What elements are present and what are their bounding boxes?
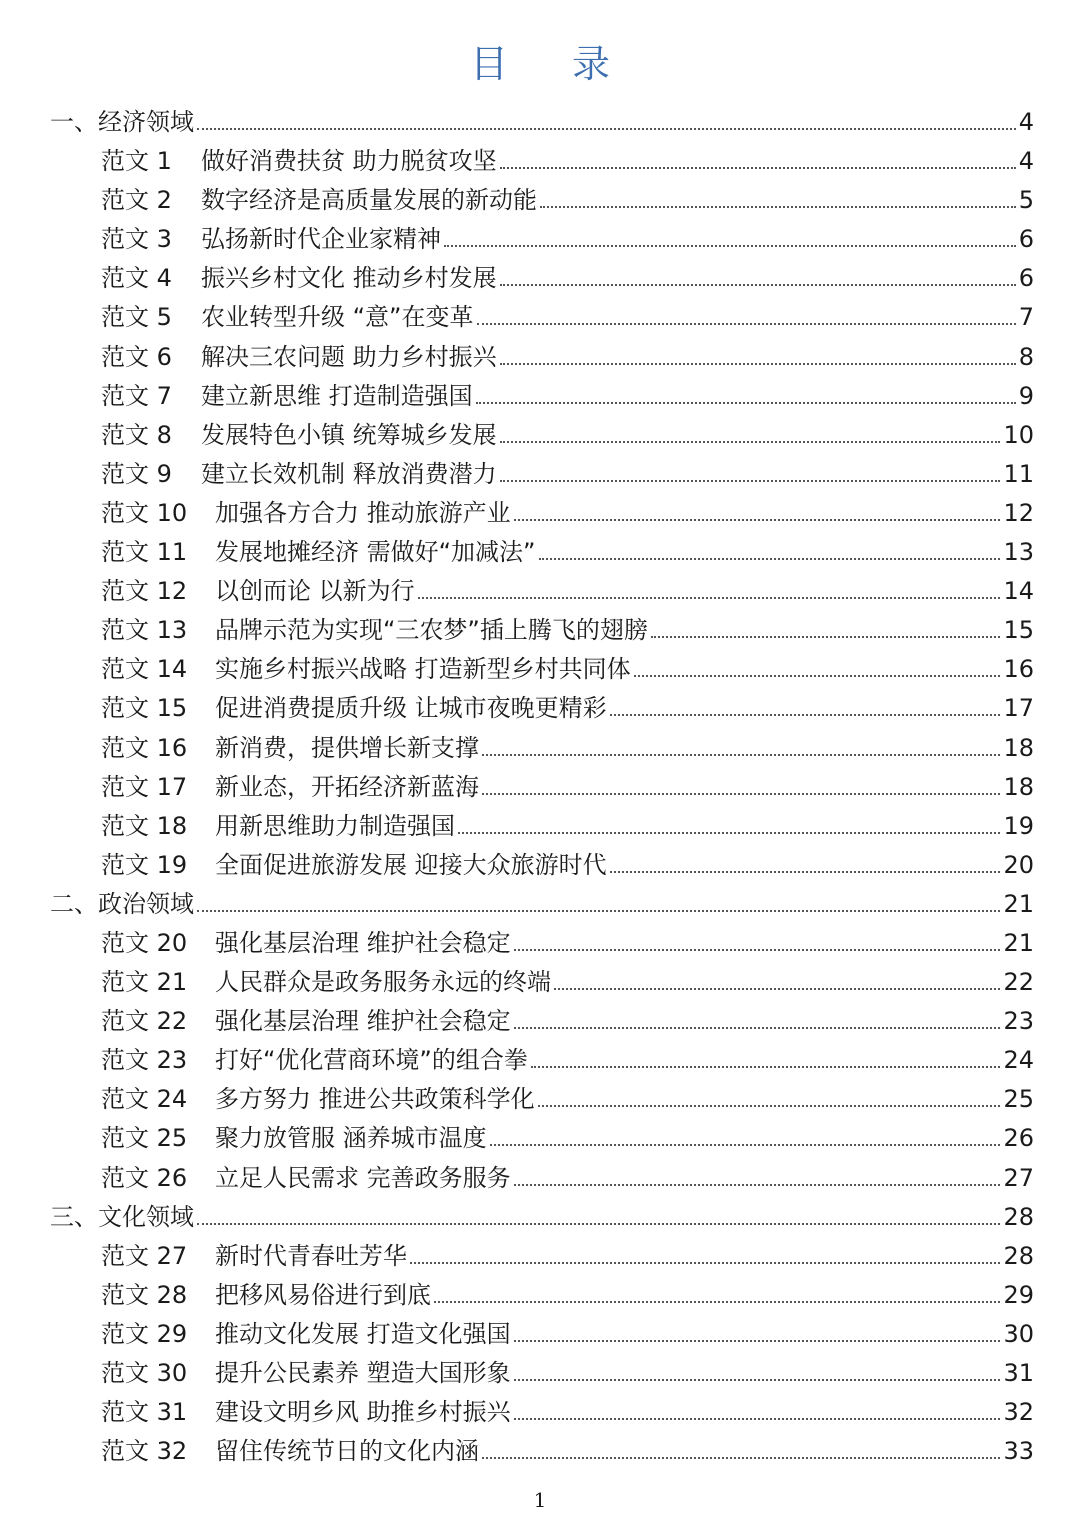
toc-entry-number: 范文 1 [101,147,172,176]
toc-page-number: 4 [1018,108,1034,136]
toc-page-number: 13 [1003,538,1034,567]
toc-page-number: 16 [1003,655,1034,684]
dot-leader [514,1339,1001,1342]
toc-entry-number: 范文 18 [101,811,188,840]
toc-page-number: 11 [1003,459,1034,488]
toc-entry[interactable] [50,1041,1034,1080]
toc-page-number: 32 [1003,1398,1034,1427]
toc-entry-title: 强化基层治理 维护社会稳定 [215,928,511,957]
page-number: 1 [533,1488,547,1512]
toc-entry-number: 范文 2 [101,186,172,215]
toc-entry-number: 范文 7 [101,381,172,410]
dot-leader [531,1065,1001,1068]
toc-entry-title: 推动文化发展 打造文化强国 [215,1319,511,1348]
toc-entry-title: 建设文明乡风 助推乡村振兴 [215,1398,511,1427]
toc-section-title: 二、政治领域 [50,889,194,918]
toc-entry[interactable] [50,807,1034,846]
toc-entry-title: 做好消费扶贫 助力脱贫攻坚 [201,147,497,176]
toc-entry-title: 强化基层治理 维护社会稳定 [215,1007,511,1036]
dot-leader [410,1261,1000,1264]
toc-entry-number: 范文 21 [101,968,188,997]
dot-leader [482,1456,1000,1459]
toc-page-number: 8 [1018,342,1034,371]
toc-entry-number: 范文 15 [101,694,188,723]
dot-leader [197,909,1000,912]
toc-entry-number: 范文 26 [101,1163,188,1192]
toc-entry-number: 范文 3 [101,225,172,254]
toc-entry[interactable] [50,142,1034,181]
toc-entry-title: 多方努力 推进公共政策科学化 [215,1085,535,1114]
toc-page-number: 23 [1003,1007,1034,1036]
toc-section-title: 三、文化领域 [50,1202,194,1231]
toc-section-title: 一、经济领域 [50,108,194,136]
toc-entry-number: 范文 23 [101,1046,188,1075]
toc-page-number: 7 [1018,303,1034,332]
toc-entry-title: 聚力放管服 涵养城市温度 [215,1124,487,1153]
toc-page-number: 5 [1018,186,1034,215]
toc-page-number: 21 [1003,889,1034,918]
dot-leader [434,1300,1000,1303]
toc-entry[interactable] [50,963,1034,1002]
toc-section-heading[interactable] [50,1198,1034,1237]
dot-leader [610,713,1001,716]
toc-page-number: 15 [1003,616,1034,645]
toc-entry[interactable] [50,220,1034,259]
table-of-contents [50,103,1034,1471]
toc-page-number: 26 [1003,1124,1034,1153]
toc-entry-number: 范文 8 [101,420,172,449]
toc-entry-number: 范文 31 [101,1398,188,1427]
dot-leader [500,479,1001,482]
toc-entry[interactable] [50,1119,1034,1158]
toc-entry-title: 加强各方合力 推动旅游产业 [215,498,511,527]
dot-leader [500,440,1001,443]
toc-page-number: 12 [1003,498,1034,527]
toc-page-number: 14 [1003,577,1034,606]
toc-entry-number: 范文 13 [101,616,188,645]
dot-leader [477,322,1016,325]
dot-leader [444,244,1016,247]
dot-leader [514,1183,1001,1186]
toc-page-number: 24 [1003,1046,1034,1075]
toc-page-number: 20 [1003,850,1034,879]
toc-entry-number: 范文 28 [101,1280,188,1309]
toc-entry-number: 范文 6 [101,342,172,371]
toc-entry-title: 促进消费提质升级 让城市夜晚更精彩 [215,694,607,723]
dot-leader [514,1417,1001,1420]
toc-entry-number: 范文 25 [101,1124,188,1153]
toc-entry[interactable] [50,650,1034,689]
toc-entry-number: 范文 29 [101,1319,188,1348]
toc-entry-number: 范文 19 [101,850,188,879]
toc-page-number: 31 [1003,1359,1034,1387]
toc-entry-title: 建立长效机制 释放消费潜力 [201,459,497,488]
toc-section-heading[interactable] [50,885,1034,924]
dot-leader [538,1104,1001,1107]
toc-entry[interactable] [50,729,1034,768]
toc-entry[interactable] [50,416,1034,455]
dot-leader [500,166,1016,169]
toc-page-number: 10 [1003,420,1034,449]
toc-entry[interactable] [50,1393,1034,1432]
toc-entry[interactable] [50,1315,1034,1354]
toc-entry[interactable] [50,572,1034,611]
toc-page-number: 6 [1018,225,1034,254]
toc-entry-title: 新时代青春吐芳华 [215,1241,407,1270]
toc-page-number: 33 [1003,1437,1034,1466]
toc-entry-title: 立足人民需求 完善政务服务 [215,1163,511,1192]
toc-entry[interactable] [50,338,1034,377]
toc-page-number: 18 [1003,772,1034,801]
toc-entry-number: 范文 16 [101,733,188,762]
toc-entry-title: 实施乡村振兴战略 打造新型乡村共同体 [215,655,631,684]
toc-page-number: 25 [1003,1085,1034,1114]
toc-page-number: 30 [1003,1319,1034,1348]
toc-entry-number: 范文 22 [101,1007,188,1036]
toc-entry[interactable] [50,1002,1034,1041]
dot-leader [482,753,1000,756]
toc-page-number: 19 [1003,811,1034,840]
toc-entry-number: 范文 11 [101,538,188,567]
toc-entry-number: 范文 32 [101,1437,188,1466]
toc-entry-number: 范文 27 [101,1241,188,1270]
page-title: 目 录 [469,42,637,86]
toc-page-number: 21 [1003,928,1034,957]
dot-leader [476,401,1016,404]
toc-entry[interactable] [50,846,1034,885]
toc-entry-number: 范文 12 [101,577,188,606]
toc-page-number: 17 [1003,694,1034,723]
toc-entry[interactable] [50,768,1034,807]
toc-entry[interactable] [50,1432,1034,1471]
toc-entry[interactable] [50,1354,1034,1393]
toc-entry-title: 以创而论 以新为行 [215,577,415,606]
toc-entry[interactable] [50,259,1034,298]
dot-leader [651,635,1001,638]
toc-entry-title: 打好“优化营商环境”的组合拳 [215,1046,528,1075]
toc-entry-title: 把移风易俗进行到底 [215,1280,431,1309]
toc-entry-number: 范文 24 [101,1085,188,1114]
toc-entry[interactable] [50,377,1034,416]
toc-entry-title: 新业态，开拓经济新蓝海 [215,772,479,801]
toc-page-number: 6 [1018,264,1034,293]
toc-entry[interactable] [50,924,1034,963]
toc-entry-title: 用新思维助力制造强国 [215,811,455,840]
toc-page-number: 27 [1003,1163,1034,1192]
dot-leader [539,557,1001,560]
toc-entry[interactable] [50,1276,1034,1315]
toc-entry-title: 人民群众是政务服务永远的终端 [215,968,551,997]
toc-entry[interactable] [50,1159,1034,1198]
toc-entry[interactable] [50,494,1034,533]
toc-page-number: 22 [1003,968,1034,997]
toc-entry-title: 解决三农问题 助力乡村振兴 [201,342,497,371]
toc-entry[interactable] [50,689,1034,728]
toc-page-number: 18 [1003,733,1034,762]
toc-entry-title: 弘扬新时代企业家精神 [201,225,441,254]
dot-leader [197,127,1016,130]
dot-leader [634,674,1001,677]
toc-entry-number: 范文 4 [101,264,172,293]
dot-leader [514,948,1001,951]
toc-entry-title: 发展特色小镇 统筹城乡发展 [201,420,497,449]
toc-entry[interactable] [50,611,1034,650]
toc-page-number: 4 [1018,147,1034,176]
toc-section-heading[interactable] [50,103,1034,142]
toc-entry[interactable] [50,1237,1034,1276]
toc-entry-number: 范文 9 [101,459,172,488]
toc-page-number: 9 [1018,381,1034,410]
dot-leader [610,870,1001,873]
dot-leader [514,1378,1001,1381]
toc-entry[interactable] [50,298,1034,337]
toc-entry-number: 范文 20 [101,928,188,957]
toc-page-number: 28 [1003,1202,1034,1231]
dot-leader [514,518,1001,521]
toc-entry-title: 提升公民素养 塑造大国形象 [215,1359,511,1387]
toc-entry-title: 振兴乡村文化 推动乡村发展 [201,264,497,293]
dot-leader [482,792,1000,795]
toc-entry[interactable] [50,533,1034,572]
toc-entry-title: 数字经济是高质量发展的新动能 [201,186,537,215]
dot-leader [458,831,1000,834]
dot-leader [554,987,1000,990]
toc-entry-title: 建立新思维 打造制造强国 [201,381,473,410]
toc-entry-number: 范文 10 [101,498,188,527]
dot-leader [490,1143,1001,1146]
toc-entry[interactable] [50,455,1034,494]
toc-entry-title: 全面促进旅游发展 迎接大众旅游时代 [215,850,607,879]
toc-entry-number: 范文 5 [101,303,172,332]
dot-leader [540,205,1016,208]
dot-leader [500,362,1016,365]
toc-entry-number: 范文 14 [101,655,188,684]
toc-entry-number: 范文 30 [101,1359,188,1387]
toc-entry-title: 品牌示范为实现“三农梦”插上腾飞的翅膀 [215,616,648,645]
toc-entry-title: 农业转型升级 “意”在变革 [201,303,474,332]
dot-leader [514,1026,1001,1029]
toc-entry-title: 留住传统节日的文化内涵 [215,1437,479,1466]
toc-entry-title: 发展地摊经济 需做好“加减法” [215,538,536,567]
dot-leader [418,596,1001,599]
toc-entry-number: 范文 17 [101,772,188,801]
toc-page-number: 29 [1003,1280,1034,1309]
toc-entry-title: 新消费，提供增长新支撑 [215,733,479,762]
toc-page-number: 28 [1003,1241,1034,1270]
toc-entry[interactable] [50,181,1034,220]
dot-leader [197,1222,1000,1225]
dot-leader [500,283,1016,286]
toc-entry[interactable] [50,1080,1034,1119]
